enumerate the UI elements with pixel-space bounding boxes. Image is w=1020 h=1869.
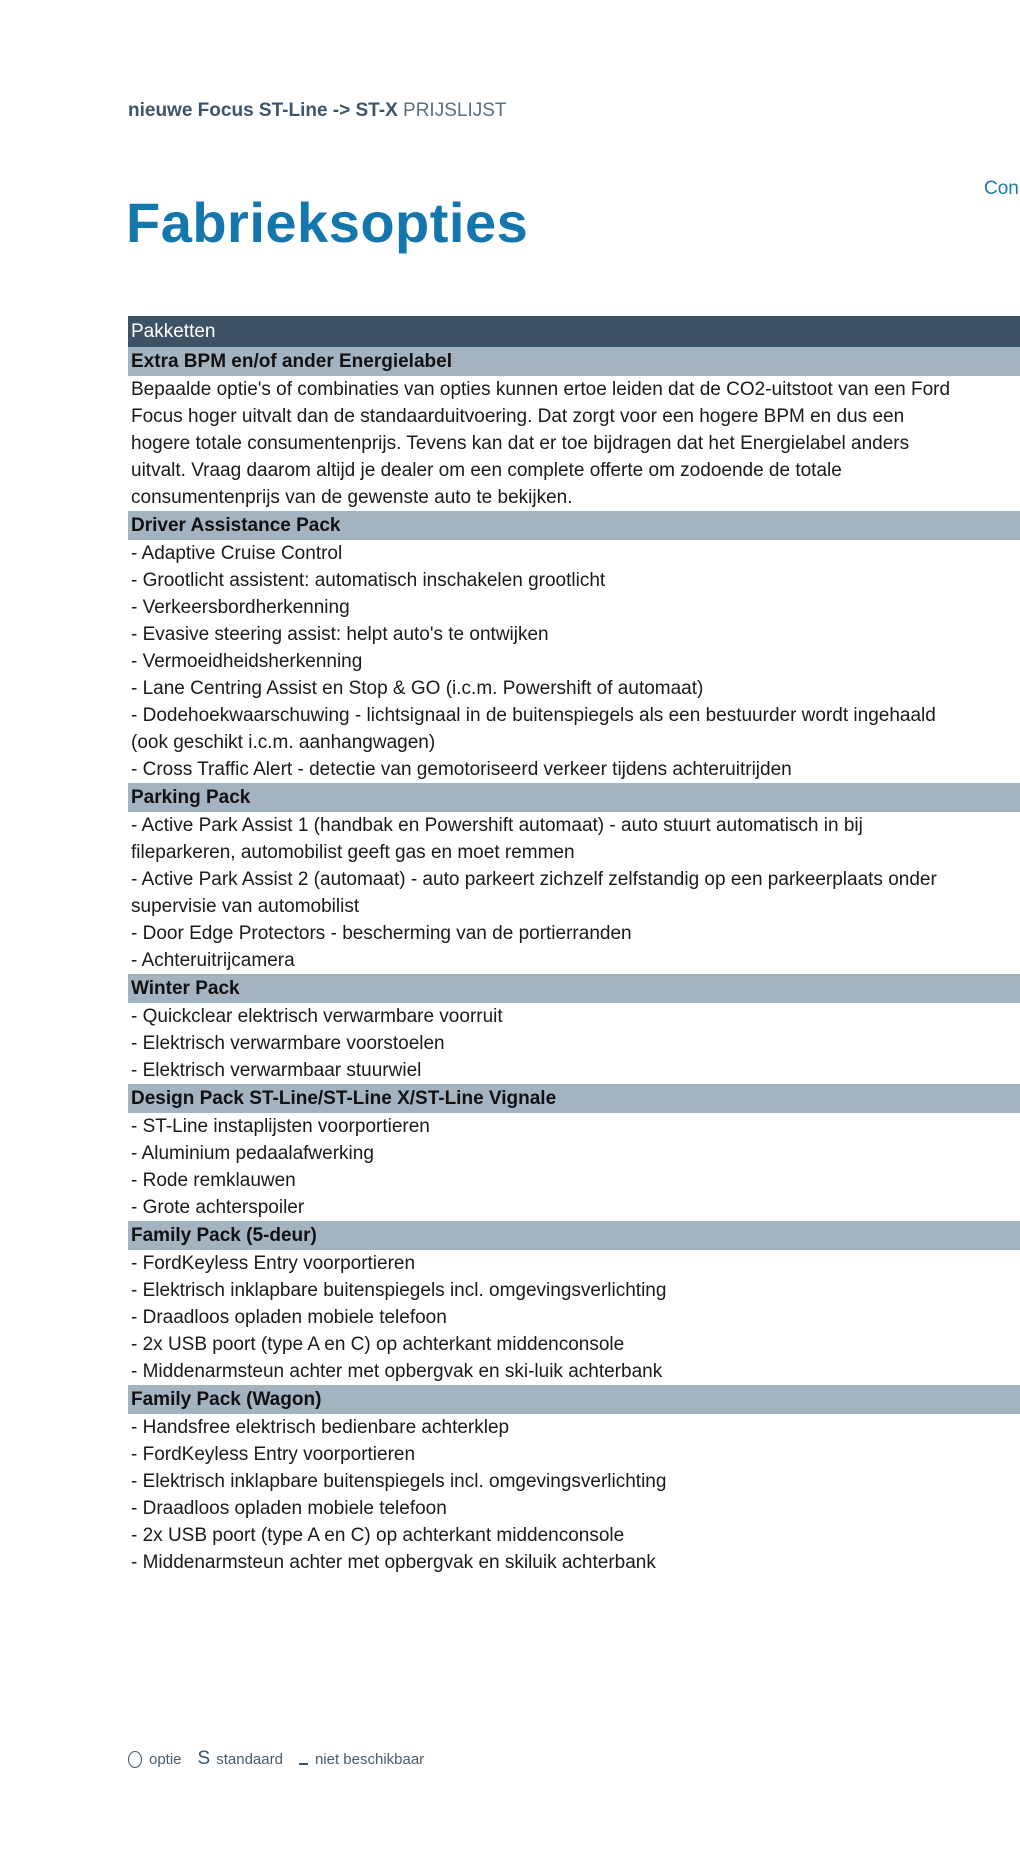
option-circle-icon (128, 1751, 142, 1768)
legend-optie: optie (149, 1750, 182, 1768)
list-item: - FordKeyless Entry voorportieren (131, 1444, 416, 1465)
list-item: - Door Edge Protectors - bescherming van de portierranden (131, 923, 632, 944)
section-header: Parking Pack (128, 783, 1020, 812)
list-item: - Achteruitrijcamera (131, 950, 295, 971)
section-header: Family Pack (5-deur) (128, 1221, 1020, 1250)
list-item: - Middenarmsteun achter met opbergvak en skiluik achterbank (131, 1552, 656, 1573)
list-item: - Elektrisch inklapbare buitenspiegels incl. omgevingsverlichting (131, 1280, 667, 1301)
list-item: - Cross Traffic Alert - detectie van gemotoriseerd verkeer tijdens achteruitrijden (131, 759, 792, 780)
list-item: - ST-Line instaplijsten voorportieren (131, 1116, 430, 1137)
list-item: - Active Park Assist 2 (automaat) - auto parkeert zichzelf zelfstandig op een parkeerplaats onder supervisie van automobilist (131, 869, 937, 917)
list-item: - 2x USB poort (type A en C) op achterkant middenconsole (131, 1525, 625, 1546)
options-table (128, 316, 1020, 1576)
list-item: - Elektrisch verwarmbare voorstoelen (131, 1033, 445, 1054)
section-header: Winter Pack (128, 974, 1020, 1003)
list-item: - Grote achterspoiler (131, 1197, 305, 1218)
list-item: - Evasive steering assist: helpt auto's te ontwijken (131, 624, 549, 645)
list-item: - Middenarmsteun achter met opbergvak en ski-luik achterbank (131, 1361, 663, 1382)
section-header: Driver Assistance Pack (128, 511, 1020, 540)
list-item: - Dodehoekwaarschuwing - lichtsignaal in de buitenspiegels als een bestuurder wordt ingehaald (ook geschikt i.c.m. aanhangwagen) (131, 705, 936, 753)
breadcrumb (128, 100, 507, 122)
legend-standaard: standaard (216, 1750, 283, 1768)
list-item: - Handsfree elektrisch bedienbare achterklep (131, 1417, 510, 1438)
breadcrumb-section: PRIJSLIJST (403, 100, 507, 121)
list-item: - Elektrisch inklapbare buitenspiegels incl. omgevingsverlichting (131, 1471, 667, 1492)
breadcrumb-model: nieuwe Focus ST-Line -> ST-X (128, 100, 398, 121)
list-item: - Draadloos opladen mobiele telefoon (131, 1307, 447, 1328)
legend-niet-beschikbaar: niet beschikbaar (314, 1750, 425, 1768)
list-item: - Grootlicht assistent: automatisch inschakelen grootlicht (131, 570, 606, 591)
list-item: - Verkeersbordherkenning (131, 597, 350, 618)
list-item: - Active Park Assist 1 (handbak en Powershift automaat) - auto stuurt automatisch in bij fileparkeren, automobilist geeft gas en moet remmen (131, 815, 863, 863)
table-header: Pakketten (128, 316, 1020, 347)
list-item: - Rode remklauwen (131, 1170, 296, 1191)
section-paragraph: Bepaalde optie's of combinaties van opties kunnen ertoe leiden dat de CO2-uitstoot van een Ford Focus hoger uitvalt dan de standaarduitvoering. Dat zorgt voor een hogere BPM en dus een hogere totale consumentenprijs. Tevens kan dat er toe bijdragen dat het Energielabel anders uitvalt. Vraag daarom altijd je dealer om een complete offerte om zodoende de totale consumentenprijs van de gewenste auto te bekijken. (131, 379, 951, 508)
standard-s-icon: S (197, 1748, 211, 1769)
list-item: - Draadloos opladen mobiele telefoon (131, 1498, 447, 1519)
list-item: - Vermoeidheidsherkenning (131, 651, 363, 672)
contact-link-cut[interactable]: Con (984, 178, 1019, 199)
legend (128, 1748, 424, 1770)
list-item: - 2x USB poort (type A en C) op achterkant middenconsole (131, 1334, 625, 1355)
list-item: - Lane Centring Assist en Stop & GO (i.c.m. Powershift of automaat) (131, 678, 704, 699)
list-item: - Elektrisch verwarmbaar stuurwiel (131, 1060, 422, 1081)
list-item: - Aluminium pedaalafwerking (131, 1143, 374, 1164)
list-item: - FordKeyless Entry voorportieren (131, 1253, 416, 1274)
list-item: - Adaptive Cruise Control (131, 543, 343, 564)
section-header: Extra BPM en/of ander Energielabel (128, 347, 1020, 376)
section-header: Design Pack ST-Line/ST-Line X/ST-Line Vignale (128, 1084, 1020, 1113)
not-available-dash-icon (299, 1763, 308, 1765)
page-title: Fabrieksopties (126, 191, 529, 254)
section-header: Family Pack (Wagon) (128, 1385, 1020, 1414)
list-item: - Quickclear elektrisch verwarmbare voorruit (131, 1006, 503, 1027)
